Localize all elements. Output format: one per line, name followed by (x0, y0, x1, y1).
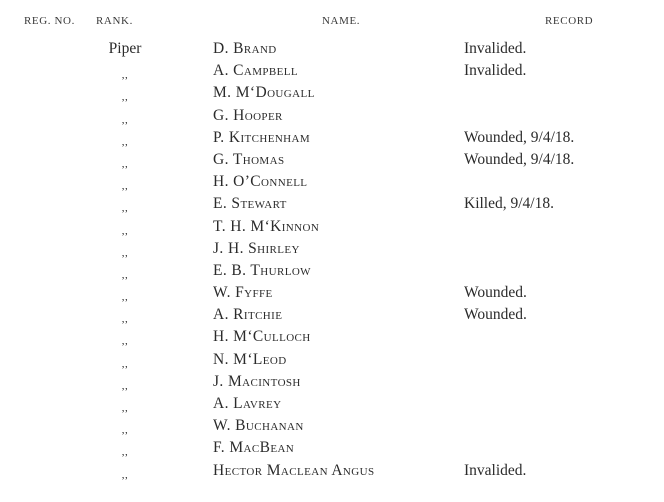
roll-table-body (0, 38, 664, 482)
name-cell: Hector Maclean Angus (213, 461, 375, 479)
rank-cell: ,, (121, 291, 129, 304)
table-row (0, 415, 664, 437)
rank-cell: ,, (121, 113, 129, 126)
record-cell: Wounded. (464, 284, 527, 302)
table-row (0, 193, 664, 215)
rank-cell: ,, (121, 357, 129, 370)
record-cell: Invalided. (464, 461, 527, 479)
name-cell: A. Campbell (213, 62, 299, 80)
table-row (0, 260, 664, 282)
table-row (0, 38, 664, 60)
table-row (0, 326, 664, 348)
table-row (0, 437, 664, 459)
table-row (0, 127, 664, 149)
table-row (0, 238, 664, 260)
name-cell: J. Macintosh (213, 372, 301, 390)
table-row (0, 149, 664, 171)
rank-cell: ,, (121, 91, 129, 104)
record-cell: Wounded, 9/4/18. (464, 128, 575, 146)
name-cell: J. H. Shirley (213, 239, 300, 257)
name-cell: G. Thomas (213, 150, 285, 168)
name-cell: M. M‘Dougall (213, 84, 315, 102)
name-cell: W. Buchanan (213, 417, 304, 435)
record-cell: Invalided. (464, 62, 527, 80)
rank-cell: ,, (121, 268, 129, 281)
name-cell: F. MacBean (213, 439, 295, 457)
rank-cell: Piper (108, 40, 142, 57)
table-row (0, 460, 664, 482)
header-name: NAME. (322, 15, 361, 27)
rank-cell: ,, (121, 313, 129, 326)
rank-cell: ,, (121, 446, 129, 459)
name-cell: G. Hooper (213, 106, 283, 124)
table-row (0, 171, 664, 193)
rank-cell: ,, (121, 224, 129, 237)
table-row (0, 82, 664, 104)
name-cell: H. M‘Culloch (213, 328, 311, 346)
rank-cell: ,, (121, 246, 129, 259)
name-cell: N. M‘Leod (213, 350, 287, 368)
name-cell: P. Kitchenham (213, 128, 311, 146)
table-header (0, 15, 664, 35)
header-record: RECORD (545, 15, 594, 27)
name-cell: A. Ritchie (213, 306, 283, 324)
name-cell: D. Brand (213, 40, 277, 57)
record-cell: Wounded, 9/4/18. (464, 150, 575, 168)
header-reg-no: REG. NO. (24, 15, 75, 27)
table-row (0, 349, 664, 371)
rank-cell: ,, (121, 424, 129, 437)
rank-cell: ,, (121, 335, 129, 348)
rank-cell: ,, (121, 135, 129, 148)
name-cell: T. H. M‘Kinnon (213, 217, 320, 235)
record-cell: Killed, 9/4/18. (464, 195, 554, 213)
record-cell: Wounded. (464, 306, 527, 324)
rank-cell: ,, (121, 402, 129, 414)
rank-cell: ,, (121, 157, 129, 170)
record-cell: Invalided. (464, 40, 527, 57)
name-cell: A. Lavrey (213, 395, 282, 412)
table-row (0, 371, 664, 393)
table-row (0, 60, 664, 82)
table-row (0, 393, 664, 415)
rank-cell: ,, (121, 69, 129, 82)
rank-cell: ,, (121, 379, 129, 392)
name-cell: W. Fyffe (213, 284, 273, 302)
rank-cell: ,, (121, 202, 129, 215)
header-rank: RANK. (96, 15, 133, 27)
rank-cell: ,, (121, 468, 129, 481)
table-row (0, 304, 664, 326)
table-row (0, 282, 664, 304)
table-row (0, 105, 664, 127)
name-cell: H. O’Connell (213, 173, 308, 191)
name-cell: E. B. Thurlow (213, 261, 311, 279)
rank-cell: ,, (121, 180, 129, 193)
name-cell: E. Stewart (213, 195, 287, 213)
table-row (0, 216, 664, 238)
